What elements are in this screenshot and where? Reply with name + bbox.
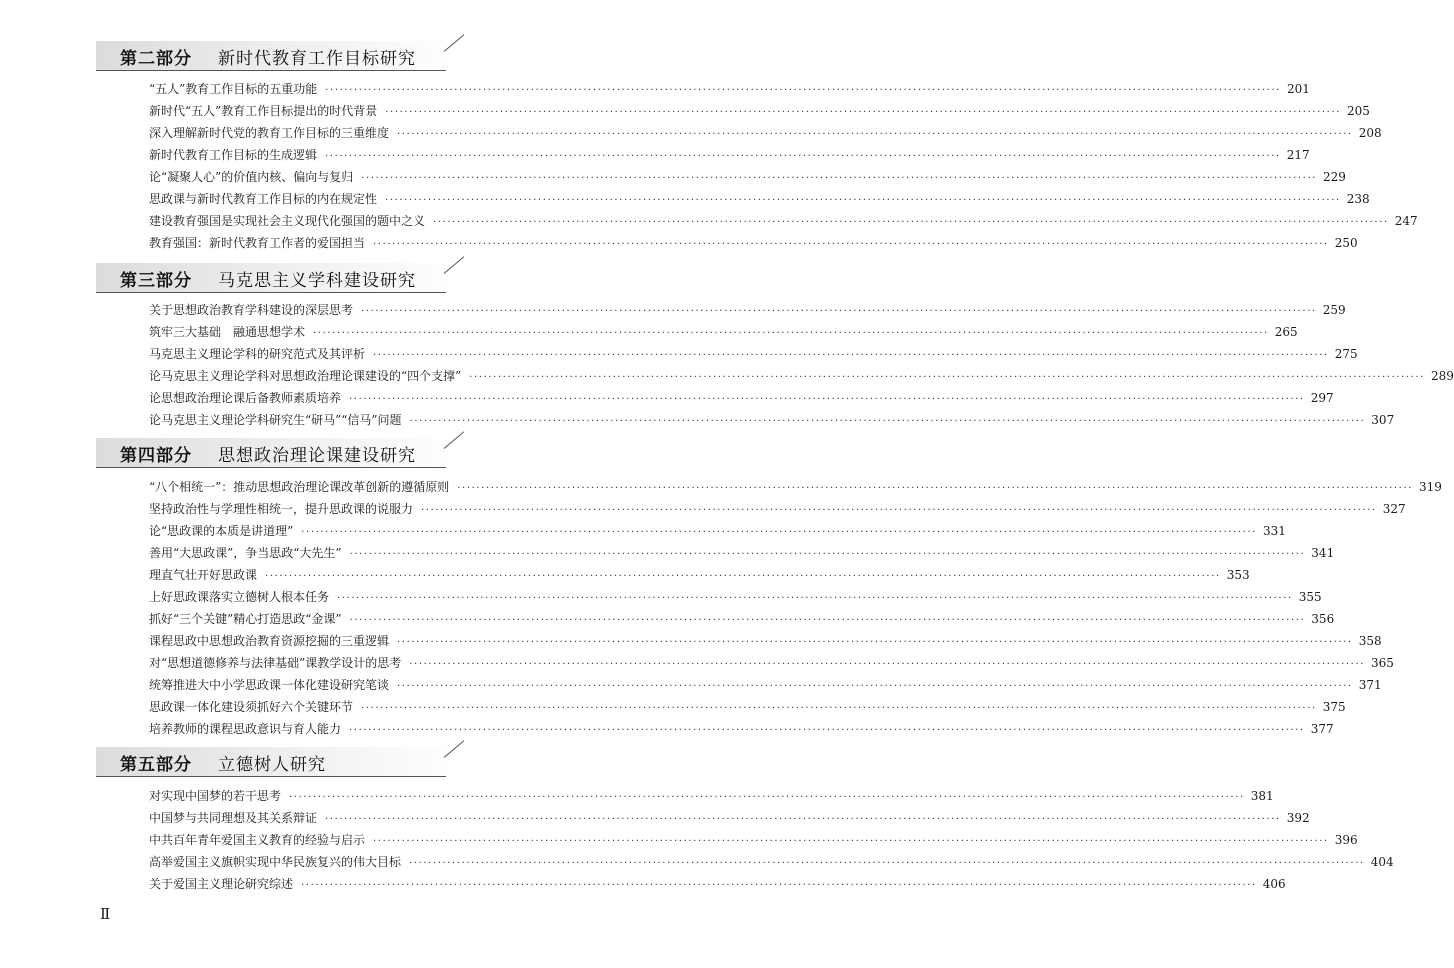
- dot-leader: ········································································································································································································: [457, 483, 1414, 494]
- dot-leader: ········································································································································································································: [397, 681, 1353, 692]
- dot-leader: ········································································································································································································: [349, 549, 1306, 560]
- dot-leader: ········································································································································································································: [373, 239, 1329, 250]
- toc-entry-page: 238: [1346, 192, 1370, 206]
- dot-leader: ········································································································································································································: [397, 637, 1353, 648]
- dot-leader: ········································································································································································································: [409, 659, 1366, 670]
- toc-entry[interactable]: [149, 586, 1322, 608]
- toc-entry-page: 250: [1334, 236, 1358, 250]
- toc-entry-page: 341: [1311, 546, 1335, 560]
- dot-leader: ········································································································································································································: [301, 880, 1257, 891]
- toc-entry[interactable]: [149, 785, 1274, 807]
- dot-leader: ········································································································································································································: [433, 217, 1389, 228]
- dot-leader: ········································································································································································································: [349, 394, 1305, 405]
- toc-entry[interactable]: [149, 652, 1394, 674]
- dot-leader: ········································································································································································································: [349, 615, 1306, 626]
- toc-entry-title: 论马克思主义理论学科研究生“研马”“信马”问题: [149, 413, 402, 427]
- section-header-part-4: [96, 438, 468, 468]
- toc-entry-title: 中共百年青年爱国主义教育的经验与启示: [149, 833, 366, 847]
- toc-entry-title: 坚持政治性与学理性相统一，提升思政课的说服力: [149, 502, 414, 516]
- section-part-label: 第三部分: [120, 271, 192, 291]
- toc-entry-page: 229: [1323, 170, 1346, 184]
- toc-entry-title: 关于思想政治教育学科建设的深层思考: [149, 303, 354, 317]
- toc-entry-title: 抓好“三个关键”精心打造思政“金课”: [149, 612, 342, 626]
- toc-entry-page: 396: [1334, 833, 1358, 847]
- dot-leader: ········································································································································································································: [373, 836, 1329, 847]
- toc-entry-page: 289: [1431, 369, 1454, 383]
- toc-entry-page: 375: [1322, 700, 1346, 714]
- section-title: 新时代教育工作目标研究: [218, 49, 416, 69]
- section-title: 马克思主义学科建设研究: [218, 271, 416, 291]
- toc-entry[interactable]: [149, 78, 1310, 100]
- dot-leader: ········································································································································································································: [325, 814, 1281, 825]
- toc-entry[interactable]: [149, 100, 1370, 122]
- toc-entry-page: 381: [1250, 789, 1274, 803]
- toc-entry[interactable]: [149, 630, 1382, 652]
- toc-entry-page: 208: [1358, 126, 1382, 140]
- toc-entry[interactable]: [149, 321, 1298, 343]
- toc-entry-page: 201: [1287, 82, 1310, 96]
- toc-entry-title: “五人”教育工作目标的五重功能: [149, 82, 318, 96]
- toc-entry-title: 马克思主义理论学科的研究范式及其评析: [149, 347, 366, 361]
- toc-entry[interactable]: [149, 409, 1395, 431]
- dot-leader: ········································································································································································································: [337, 593, 1293, 604]
- toc-entry[interactable]: [149, 210, 1418, 232]
- toc-entry-page: 259: [1322, 303, 1346, 317]
- section-title: 立德树人研究: [218, 755, 326, 775]
- toc-entry-page: 392: [1286, 811, 1310, 825]
- toc-entry-page: 265: [1274, 325, 1298, 339]
- toc-entry[interactable]: [149, 851, 1394, 873]
- toc-entry-title: 统筹推进大中小学思政课一体化建设研究笔谈: [149, 678, 390, 692]
- dot-leader: ········································································································································································································: [361, 173, 1318, 184]
- toc-entry[interactable]: [149, 387, 1334, 409]
- dot-leader: ········································································································································································································: [265, 571, 1221, 582]
- toc-entry[interactable]: [149, 122, 1382, 144]
- toc-entry-page: 365: [1371, 656, 1394, 670]
- toc-entry[interactable]: [149, 807, 1310, 829]
- dot-leader: ········································································································································································································: [361, 703, 1317, 714]
- toc-entry-page: 217: [1286, 148, 1310, 162]
- dot-leader: ········································································································································································································: [397, 129, 1353, 140]
- toc-entry-title: 建设教育强国是实现社会主义现代化强国的题中之义: [149, 214, 426, 228]
- toc-entry[interactable]: [149, 365, 1454, 387]
- toc-entry-page: 275: [1334, 347, 1358, 361]
- toc-entry-title: 筑牢三大基础 融通思想学术: [149, 325, 306, 339]
- toc-entry[interactable]: [149, 542, 1335, 564]
- toc-entry[interactable]: [149, 476, 1442, 498]
- toc-entry[interactable]: [149, 144, 1310, 166]
- section-title: 思想政治理论课建设研究: [218, 446, 416, 466]
- toc-entry-title: 新时代教育工作目标的生成逻辑: [149, 148, 318, 162]
- toc-entry[interactable]: [149, 520, 1286, 542]
- section-part-label: 第二部分: [120, 49, 192, 69]
- toc-entry-page: 331: [1263, 524, 1286, 538]
- toc-entry-page: 371: [1358, 678, 1382, 692]
- toc-entry-title: 中国梦与共同理想及其关系辩证: [149, 811, 318, 825]
- dot-leader: ········································································································································································································: [421, 505, 1377, 516]
- page-number: Ⅱ: [100, 905, 110, 923]
- dot-leader: ········································································································································································································: [385, 107, 1342, 118]
- toc-entry-title: 教育强国：新时代教育工作者的爱国担当: [149, 236, 366, 250]
- dot-leader: ········································································································································································································: [349, 725, 1305, 736]
- dot-leader: ········································································································································································································: [409, 858, 1365, 869]
- toc-entry-title: “八个相统一”：推动思想政治理论课改革创新的遵循原则: [149, 480, 450, 494]
- toc-entry-page: 404: [1370, 855, 1394, 869]
- toc-entry-title: 课程思政中思想政治教育资源挖掘的三重逻辑: [149, 634, 390, 648]
- section-part-label: 第四部分: [120, 446, 192, 466]
- toc-entry-title: 善用“大思政课”，争当思政“大先生”: [149, 546, 342, 560]
- toc-entry-title: 上好思政课落实立德树人根本任务: [149, 590, 330, 604]
- toc-entry[interactable]: [149, 696, 1346, 718]
- toc-entry-page: 319: [1419, 480, 1442, 494]
- toc-entry[interactable]: [149, 232, 1358, 254]
- toc-entry-page: 406: [1262, 877, 1286, 891]
- toc-entry-page: 358: [1358, 634, 1382, 648]
- section-header-part-3: [96, 263, 468, 293]
- toc-entry-title: 理直气壮开好思政课: [149, 568, 258, 582]
- toc-entry-title: 思政课一体化建设须抓好六个关键环节: [149, 700, 354, 714]
- toc-entry[interactable]: [149, 674, 1382, 696]
- dot-leader: ········································································································································································································: [289, 792, 1245, 803]
- dot-leader: ········································································································································································································: [361, 306, 1317, 317]
- dot-leader: ········································································································································································································: [469, 372, 1426, 383]
- toc-entry-page: 353: [1226, 568, 1250, 582]
- toc-entry-page: 356: [1311, 612, 1335, 626]
- toc-entry[interactable]: [149, 608, 1335, 630]
- toc-entry-title: 对“思想道德修养与法律基础”课教学设计的思考: [149, 656, 402, 670]
- toc-entry-title: 思政课与新时代教育工作目标的内在规定性: [149, 192, 378, 206]
- toc-entry[interactable]: [149, 188, 1370, 210]
- toc-entry-title: 培养教师的课程思政意识与育人能力: [149, 722, 342, 736]
- toc-entry[interactable]: [149, 343, 1358, 365]
- toc-entry-title: 论“思政课的本质是讲道理”: [149, 524, 294, 538]
- toc-entry-title: 深入理解新时代党的教育工作目标的三重维度: [149, 126, 390, 140]
- toc-entry-title: 高举爱国主义旗帜实现中华民族复兴的伟大目标: [149, 855, 402, 869]
- toc-entry-title: 新时代“五人”教育工作目标提出的时代背景: [149, 104, 378, 118]
- dot-leader: ········································································································································································································: [385, 195, 1341, 206]
- section-header-part-5: [96, 747, 468, 777]
- dot-leader: ········································································································································································································: [325, 85, 1282, 96]
- section-part-label: 第五部分: [120, 755, 192, 775]
- toc-entry-page: 297: [1310, 391, 1334, 405]
- section-header-part-2: [96, 41, 468, 71]
- toc-entry-title: 关于爱国主义理论研究综述: [149, 877, 294, 891]
- toc-entry[interactable]: [149, 299, 1346, 321]
- toc-entry-page: 247: [1394, 214, 1418, 228]
- toc-entry-title: 对实现中国梦的若干思考: [149, 789, 282, 803]
- toc-entry-page: 307: [1371, 413, 1395, 427]
- toc-entry[interactable]: [149, 718, 1334, 740]
- dot-leader: ········································································································································································································: [373, 350, 1329, 361]
- toc-entry[interactable]: [149, 873, 1286, 895]
- dot-leader: ········································································································································································································: [301, 527, 1258, 538]
- toc-entry-page: 327: [1382, 502, 1406, 516]
- toc-entry-page: 205: [1347, 104, 1370, 118]
- toc-entry-title: 论马克思主义理论学科对思想政治理论课建设的“四个支撑”: [149, 369, 462, 383]
- toc-entry-page: 355: [1298, 590, 1322, 604]
- toc-entry-page: 377: [1310, 722, 1334, 736]
- toc-entry[interactable]: [149, 564, 1250, 586]
- toc-entry[interactable]: [149, 498, 1406, 520]
- toc-entry-title: 论“凝聚人心”的价值内核、偏向与复归: [149, 170, 354, 184]
- toc-entry-title: 论思想政治理论课后备教师素质培养: [149, 391, 342, 405]
- dot-leader: ········································································································································································································: [325, 151, 1281, 162]
- toc-entry[interactable]: [149, 829, 1358, 851]
- toc-entry[interactable]: [149, 166, 1346, 188]
- dot-leader: ········································································································································································································: [409, 416, 1366, 427]
- dot-leader: ········································································································································································································: [313, 328, 1269, 339]
